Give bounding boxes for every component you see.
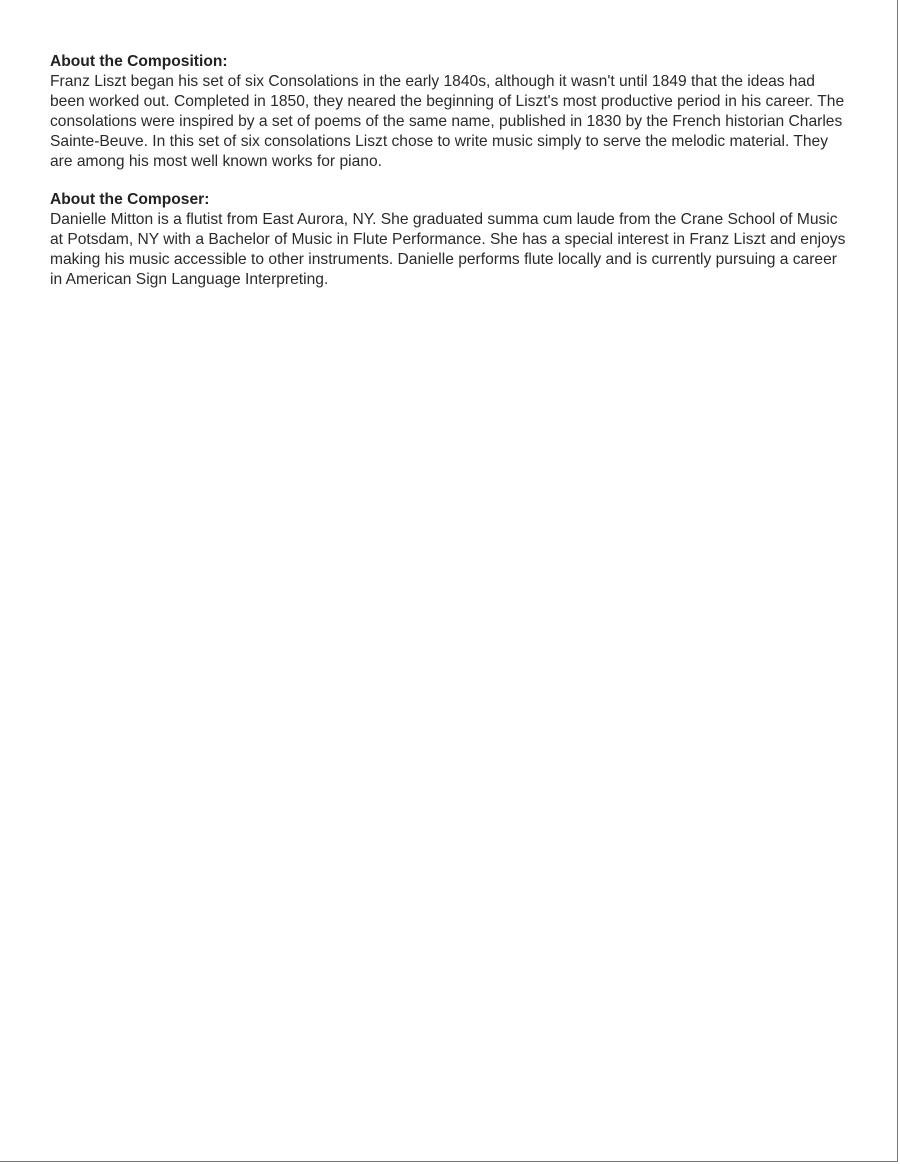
page-content — [50, 52, 850, 308]
composition-paragraph: Franz Liszt began his set of six Consolations in the early 1840s, although it wasn't until 1849 that the ideas had been worked out. Completed in 1850, they neared the beginning of Liszt's most productive period in his career. The consolations were inspired by a set of poems of the same name, published in 1830 by the French historian Charles Sainte-Beuve. In this set of six consolations Liszt chose to write music simply to serve the melodic material. They are among his most well known works for piano. — [50, 73, 845, 170]
composition-section — [50, 52, 850, 172]
composer-section — [50, 190, 850, 290]
composer-heading: About the Composer: — [50, 191, 210, 208]
composition-heading: About the Composition: — [50, 53, 228, 70]
composer-paragraph: Danielle Mitton is a flutist from East Aurora, NY. She graduated summa cum laude from the Crane School of Music at Potsdam, NY with a Bachelor of Music in Flute Performance. She has a special interest in Franz Liszt and enjoys making his music accessible to other instruments. Danielle performs flute locally and is currently pursuing a career in American Sign Language Interpreting. — [50, 211, 846, 288]
